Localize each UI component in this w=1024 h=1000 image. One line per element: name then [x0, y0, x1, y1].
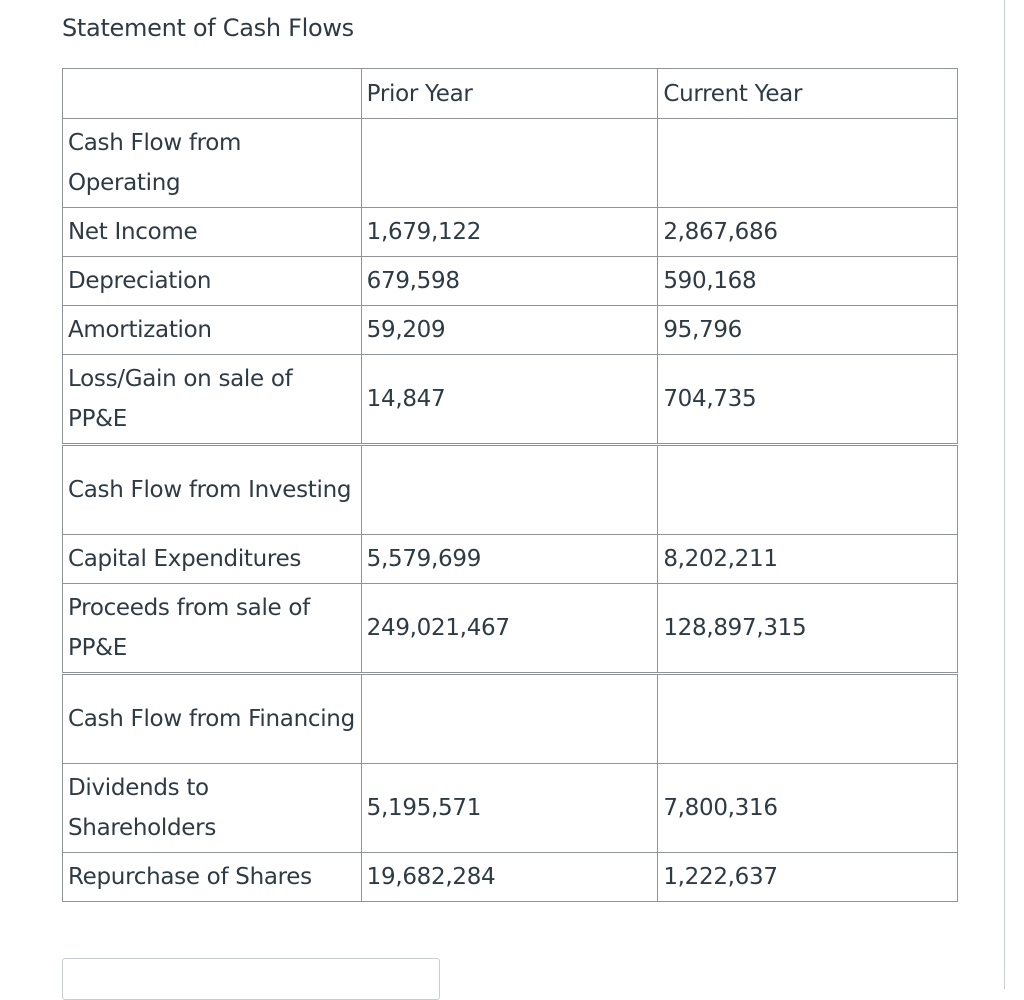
table-row-capital-expenditures [63, 535, 958, 584]
content-right-border [1004, 0, 1005, 989]
page-title: Statement of Cash Flows [62, 14, 354, 42]
row-label: Loss/Gain on sale of PP&E [63, 355, 362, 445]
current-year-value: 7,800,316 [658, 764, 958, 853]
current-year-value: 128,897,315 [658, 584, 958, 674]
prior-year-value [361, 445, 658, 535]
header-cell-blank [63, 69, 362, 119]
current-year-value: 8,202,211 [658, 535, 958, 584]
table-row-repurchase [63, 853, 958, 902]
row-label: Cash Flow from Investing [63, 445, 362, 535]
current-year-value: 1,222,637 [658, 853, 958, 902]
answer-input[interactable] [62, 958, 440, 1000]
table-row-financing-section [63, 674, 958, 764]
row-label: Repurchase of Shares [63, 853, 362, 902]
cash-flow-table [62, 68, 958, 902]
table-row-dividends [63, 764, 958, 853]
row-label: Capital Expenditures [63, 535, 362, 584]
current-year-value [658, 674, 958, 764]
row-label: Net Income [63, 208, 362, 257]
row-label: Proceeds from sale of PP&E [63, 584, 362, 674]
row-label: Amortization [63, 306, 362, 355]
prior-year-value: 249,021,467 [361, 584, 658, 674]
header-cell-current-year: Current Year [658, 69, 958, 119]
table-row-loss-gain-ppe [63, 355, 958, 445]
prior-year-value: 19,682,284 [361, 853, 658, 902]
current-year-value: 95,796 [658, 306, 958, 355]
prior-year-value: 679,598 [361, 257, 658, 306]
prior-year-value: 5,195,571 [361, 764, 658, 853]
header-cell-prior-year: Prior Year [361, 69, 658, 119]
table-row-investing-section [63, 445, 958, 535]
table-row-depreciation [63, 257, 958, 306]
current-year-value: 590,168 [658, 257, 958, 306]
row-label: Dividends to Shareholders [63, 764, 362, 853]
row-label: Cash Flow from Operating [63, 119, 362, 208]
prior-year-value: 1,679,122 [361, 208, 658, 257]
row-label: Cash Flow from Financing [63, 674, 362, 764]
table-row-amortization [63, 306, 958, 355]
prior-year-value: 14,847 [361, 355, 658, 445]
table-row-operating-section [63, 119, 958, 208]
row-label: Depreciation [63, 257, 362, 306]
current-year-value: 704,735 [658, 355, 958, 445]
prior-year-value: 5,579,699 [361, 535, 658, 584]
current-year-value: 2,867,686 [658, 208, 958, 257]
current-year-value [658, 119, 958, 208]
prior-year-value: 59,209 [361, 306, 658, 355]
table-row-proceeds-ppe [63, 584, 958, 674]
table-row-net-income [63, 208, 958, 257]
prior-year-value [361, 674, 658, 764]
table-header-row [63, 69, 958, 119]
current-year-value [658, 445, 958, 535]
prior-year-value [361, 119, 658, 208]
